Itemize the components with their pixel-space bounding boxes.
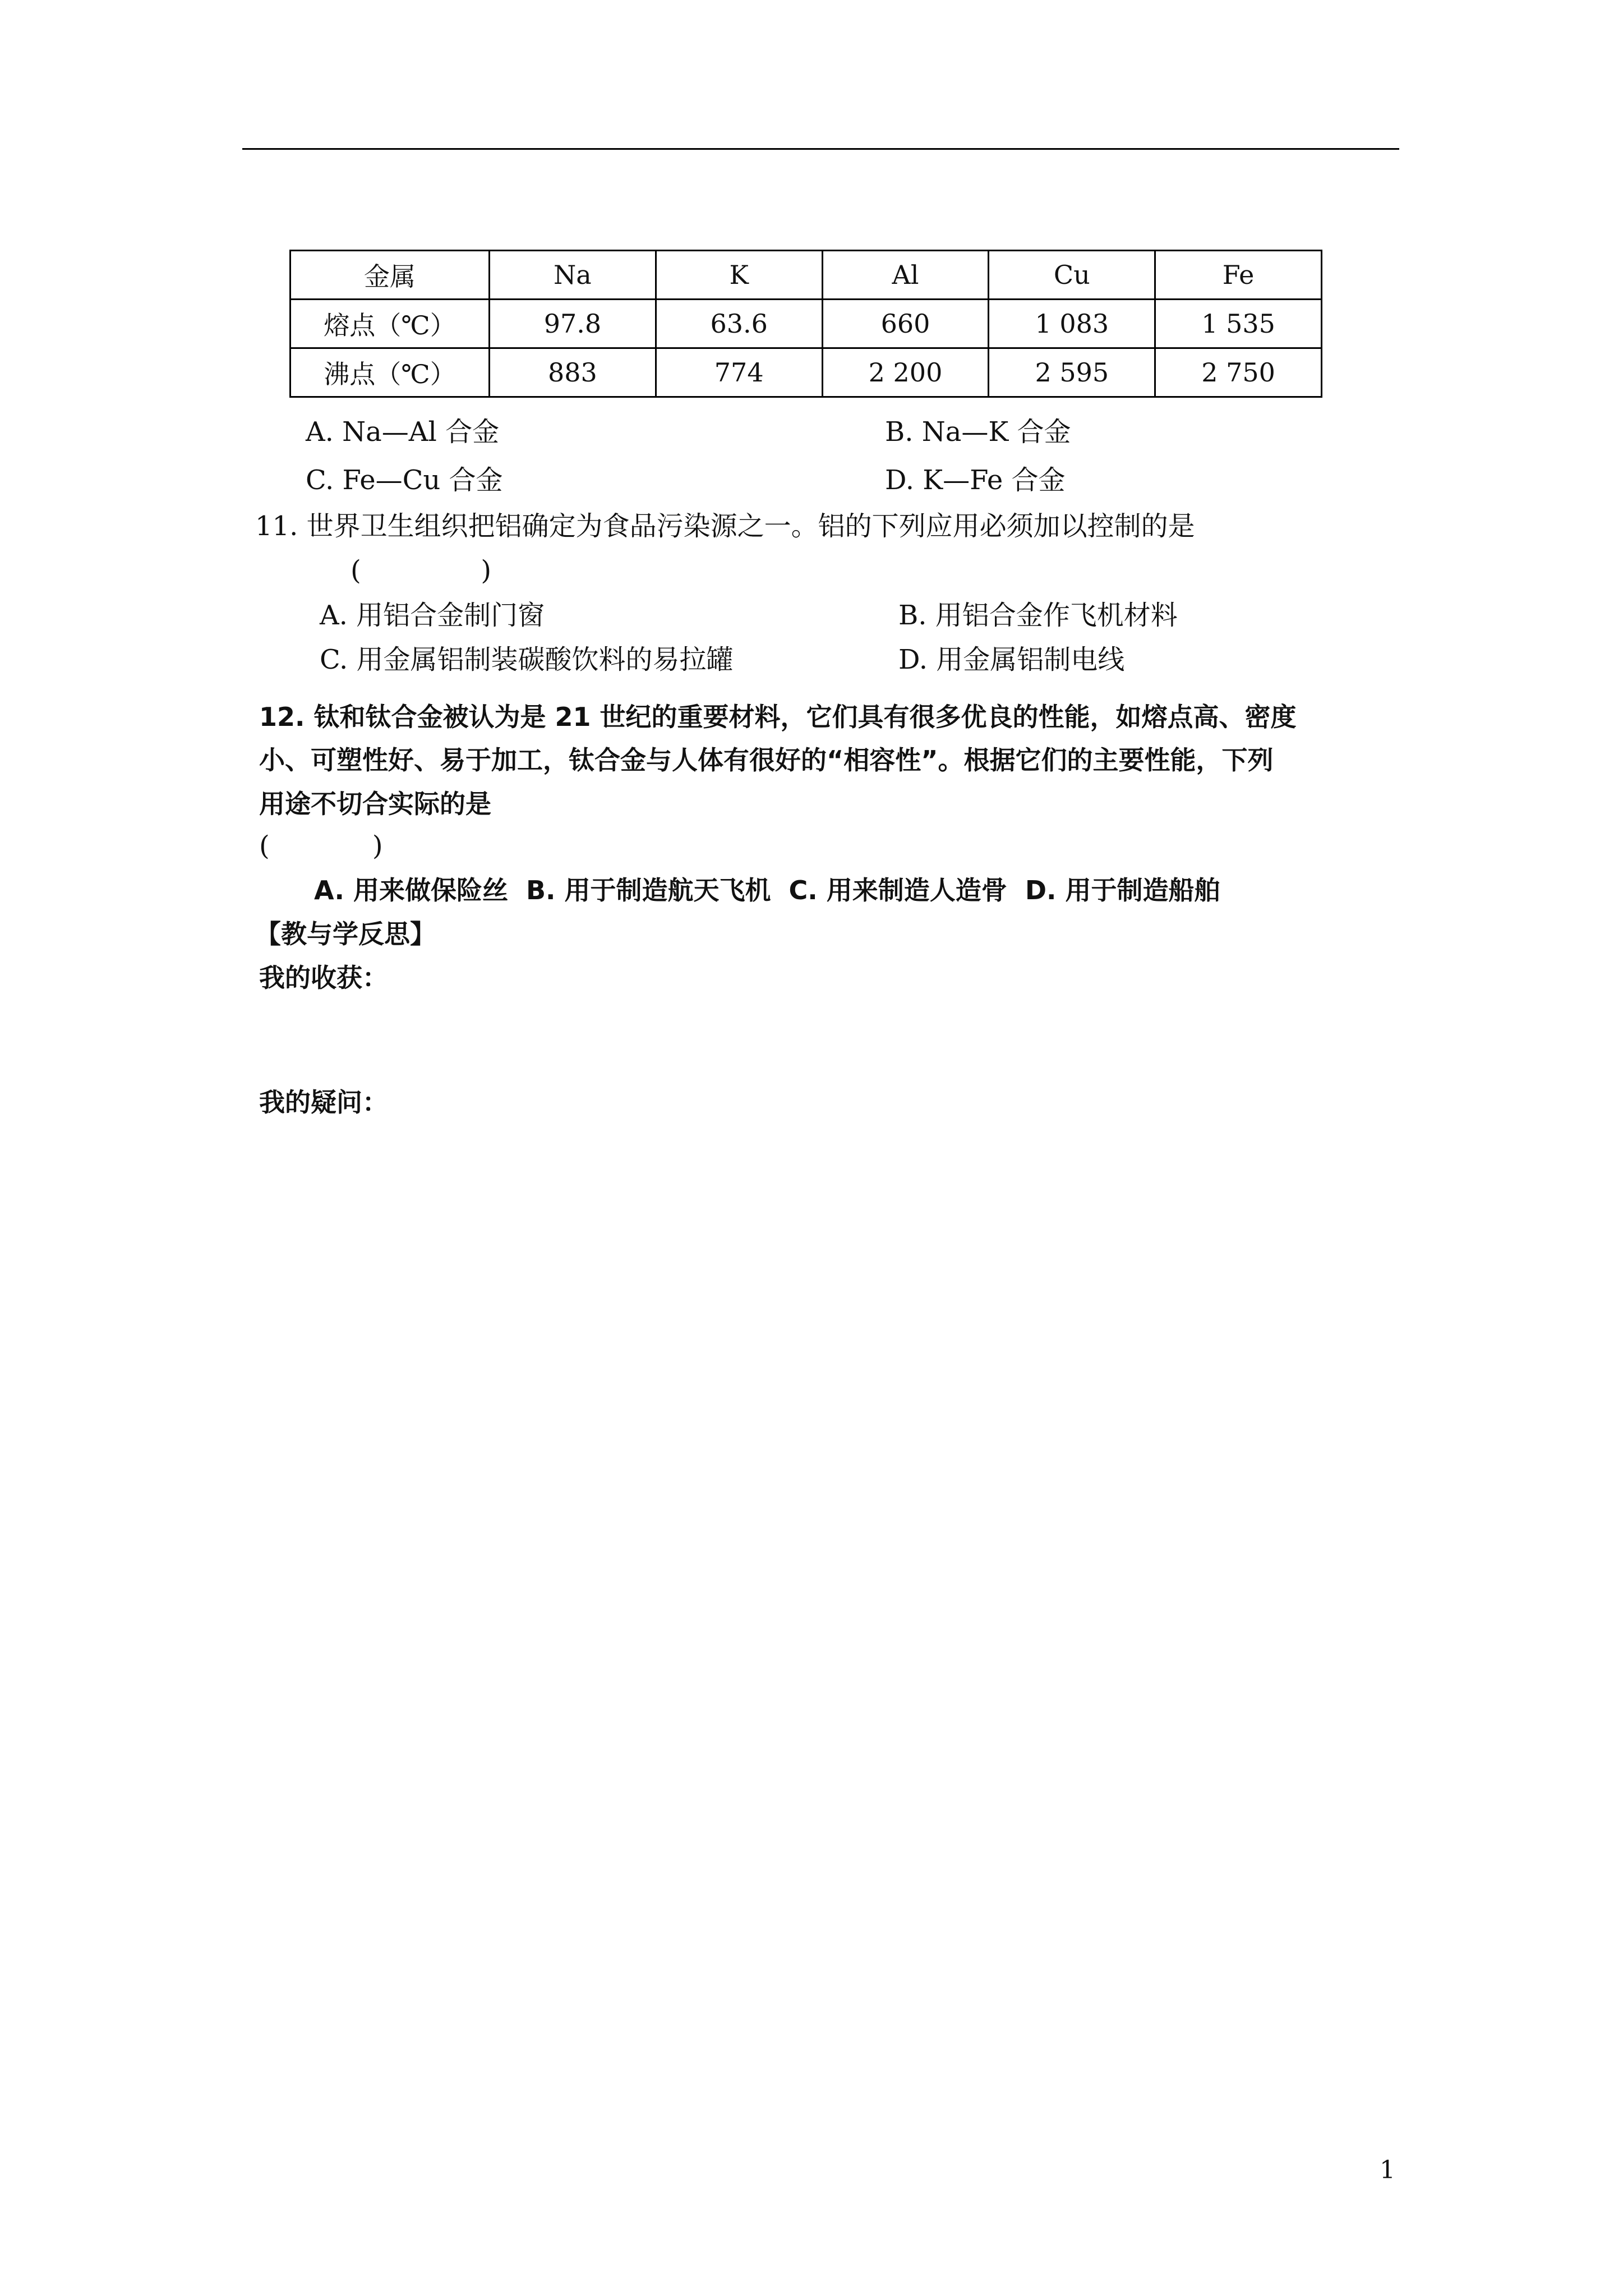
q10-option-a: A. Na—Al 合金 <box>306 416 500 448</box>
q11-option-d: D. 用金属铝制电线 <box>898 644 1125 675</box>
table-cell: Al <box>822 251 989 300</box>
table-cell: Cu <box>989 251 1155 300</box>
metal-properties-table <box>289 250 1322 398</box>
table-cell: 熔点（℃） <box>291 300 490 348</box>
table-row <box>291 300 1322 348</box>
table-cell: 883 <box>490 348 656 397</box>
table-cell: Na <box>490 251 656 300</box>
q12-options: A. 用来做保险丝 B. 用于制造航天飞机 C. 用来制造人造骨 D. 用于制造船舶 <box>314 875 1220 905</box>
table-cell: 2 595 <box>989 348 1155 397</box>
q10-option-b: B. Na—K 合金 <box>885 416 1071 448</box>
q11-option-b: B. 用铝合金作飞机材料 <box>898 600 1178 631</box>
table-cell: K <box>656 251 822 300</box>
table-cell: 金属 <box>291 251 490 300</box>
q10-option-d: D. K—Fe 合金 <box>885 464 1066 496</box>
q11-option-c: C. 用金属铝制装碳酸饮料的易拉罐 <box>320 644 734 675</box>
table-cell: 97.8 <box>490 300 656 348</box>
header-rule <box>242 148 1399 150</box>
table-cell: 63.6 <box>656 300 822 348</box>
page-number: 1 <box>1380 2156 1395 2184</box>
table-cell: 1 535 <box>1155 300 1322 348</box>
q12-stem-line3: 用途不切合实际的是 <box>259 789 491 819</box>
table-cell: 660 <box>822 300 989 348</box>
q12-stem-line1: 12. 钛和钛合金被认为是 21 世纪的重要材料，它们具有很多优良的性能，如熔点高、密度 <box>259 702 1297 732</box>
q10-option-c: C. Fe—Cu 合金 <box>306 464 503 496</box>
q12-stem-line2: 小、可塑性好、易于加工，钛合金与人体有很好的“相容性”。根据它们的主要性能，下列 <box>259 745 1274 775</box>
table-header-row <box>291 251 1322 300</box>
table-cell: 2 750 <box>1155 348 1322 397</box>
reflection-heading: 【教与学反思】 <box>255 919 436 949</box>
table-cell: 774 <box>656 348 822 397</box>
reflection-gains-label: 我的收获： <box>259 963 388 993</box>
table-cell: 2 200 <box>822 348 989 397</box>
table-cell: 1 083 <box>989 300 1155 348</box>
q11-option-a: A. 用铝合金制门窗 <box>320 600 545 631</box>
table-cell: Fe <box>1155 251 1322 300</box>
table-cell: 沸点（℃） <box>291 348 490 397</box>
q11-answer-bracket: ( ) <box>351 555 492 586</box>
q12-answer-bracket: ( ) <box>259 830 383 862</box>
q11-stem: 11. 世界卫生组织把铝确定为食品污染源之一。铝的下列应用必须加以控制的是 <box>255 510 1195 542</box>
table-row <box>291 348 1322 397</box>
reflection-questions-label: 我的疑问： <box>259 1087 388 1117</box>
